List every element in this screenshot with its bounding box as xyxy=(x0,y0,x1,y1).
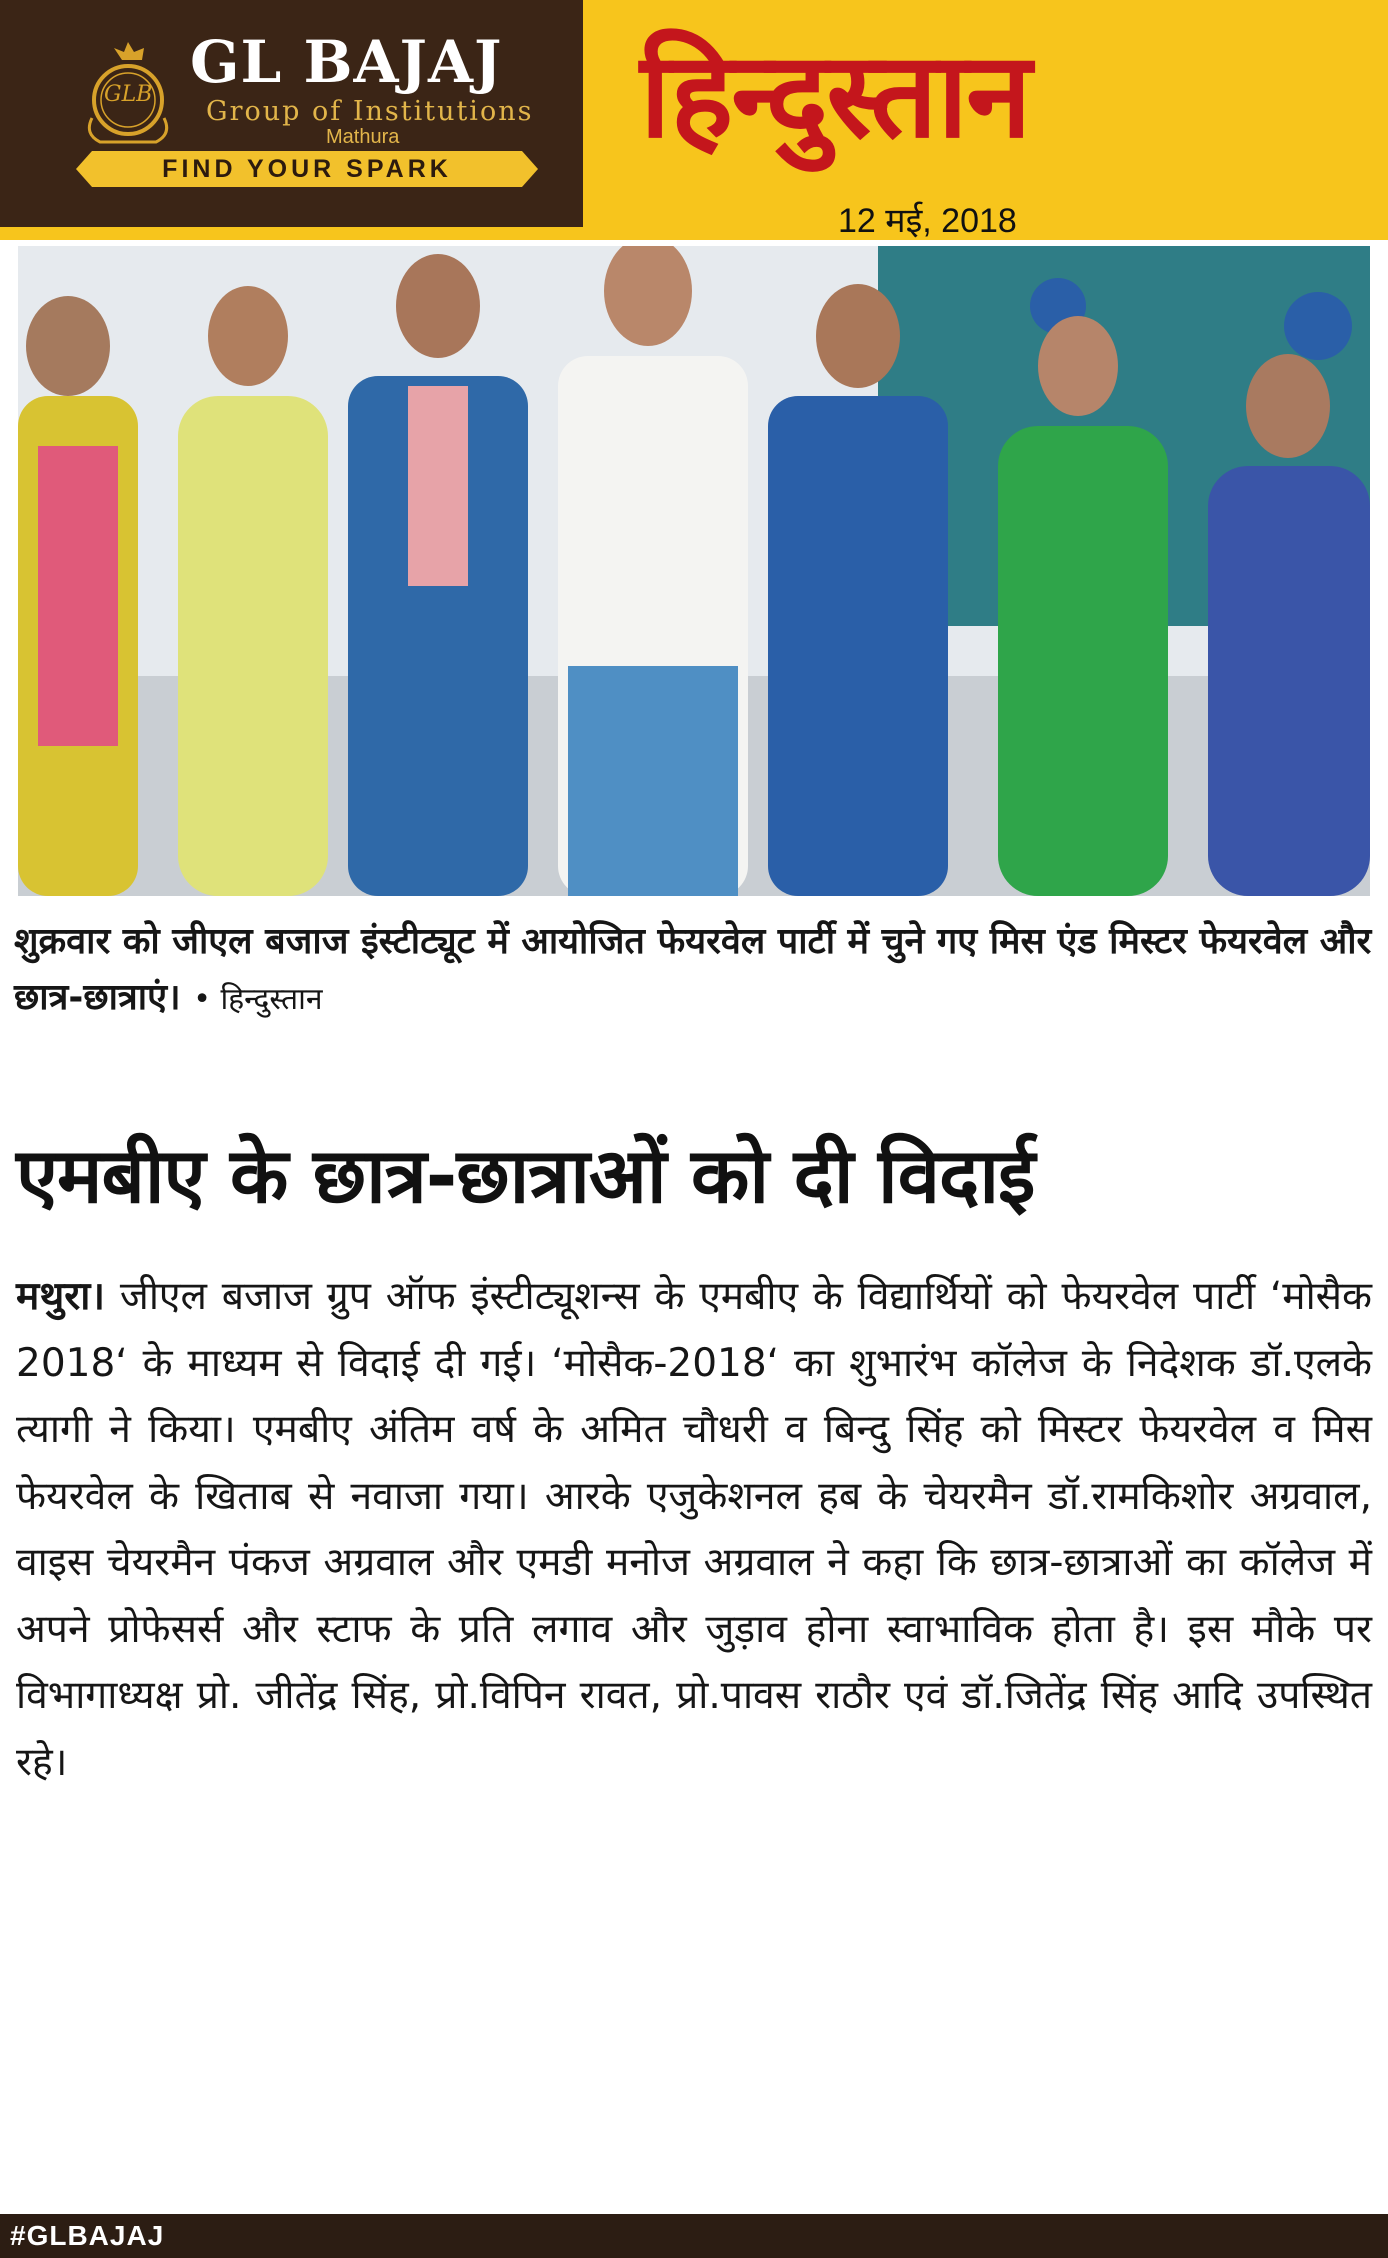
brand-city: Mathura xyxy=(326,126,400,148)
crest-monogram: GLB xyxy=(104,82,153,107)
article-body xyxy=(16,1264,1372,1796)
photo-caption-text: शुक्रवार को जीएल बजाज इंस्टीट्यूट में आयोजित फेयरवेल पार्टी में चुने गए मिस एंड मिस्टर फेयरवेल और छात्र-छात्राएं। xyxy=(14,921,1372,1018)
article-headline: एमबीए के छात्र-छात्राओं को दी विदाई xyxy=(16,1131,1035,1220)
article-body-text: जीएल बजाज ग्रुप ऑफ इंस्टीट्यूशन्स के एमबीए के विद्यार्थियों को फेयरवेल पार्टी ‘मोसैक 2018‘ के माध्यम से विदाई दी गई। ‘मोसैक-2018‘ का शुभारंभ कॉलेज के निदेशक डॉ.एलके त्यागी ने किया। एमबीए अंतिम वर्ष के अमित चौधरी व बिन्दु सिंह को मिस्टर फेयरवेल व मिस फेयरवेल के खिताब से नवाजा गया। आरके एजुकेशनल हब के चेयरमैन डॉ.रामकिशोर अग्रवाल, वाइस चेयरमैन पंकज अग्रवाल और एमडी मनोज अग्रवाल ने कहा कि छात्र-छात्राओं का कॉलेज में अपने प्रोफेसर्स और स्टाफ के प्रति लगाव और जुड़ाव होना स्वाभाविक होता है। इस मौके पर विभागाध्यक्ष प्रो. जीतेंद्र सिंह, प्रो.विपिन रावत, प्रो.पावस राठौर एवं डॉ.जितेंद्र सिंह आदि उपस्थित रहे। xyxy=(16,1274,1372,1785)
footer-hashtag: #GLBAJAJ xyxy=(10,2220,165,2251)
newspaper-masthead: हिन्दुस्तान xyxy=(640,26,1030,164)
article-photo xyxy=(18,246,1370,896)
tagline-ribbon: FIND YOUR SPARK xyxy=(92,151,522,187)
footer-bar xyxy=(0,2214,1388,2258)
publication-date: 12 मई, 2018 xyxy=(838,202,1017,240)
brand-name: GL BAJAJ xyxy=(190,28,503,96)
group-photo-illustration xyxy=(18,246,1370,896)
logo-panel xyxy=(0,0,583,227)
photo-caption xyxy=(14,914,1374,1028)
header-banner xyxy=(0,0,1388,240)
photo-credit: • हिन्दुस्तान xyxy=(193,982,323,1017)
brand-subtitle: Group of Institutions xyxy=(206,96,534,127)
article-dateline: मथुरा। xyxy=(16,1274,106,1319)
